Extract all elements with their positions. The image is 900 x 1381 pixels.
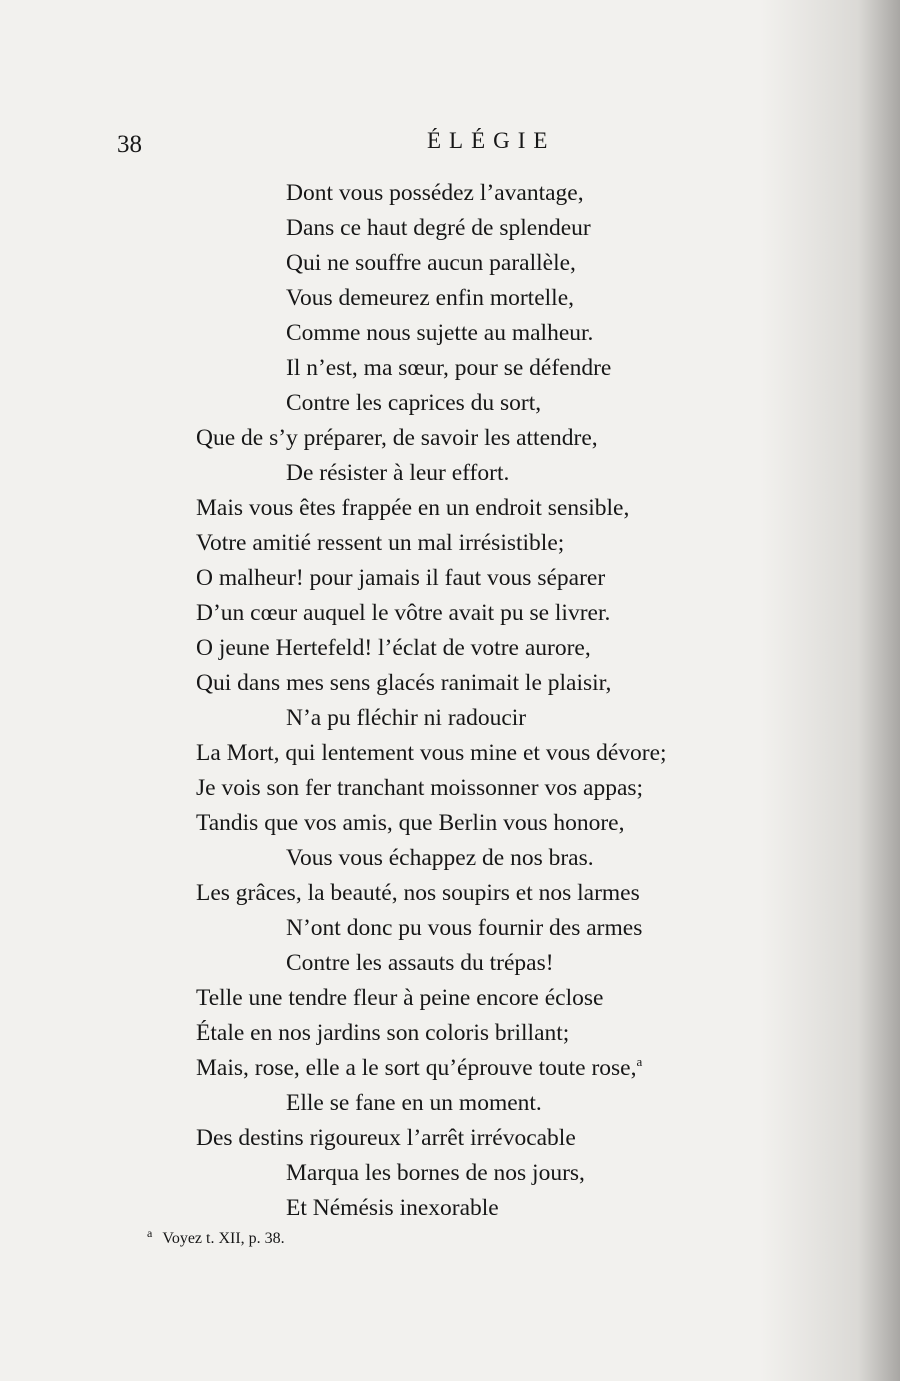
page-edge-shadow (760, 0, 900, 1381)
poem-line-text: Contre les caprices du sort, (286, 390, 542, 416)
poem-line (196, 771, 643, 806)
poem-line (286, 1191, 499, 1226)
poem-line-text: O jeune Hertefeld! l’éclat de votre aurore, (196, 635, 591, 661)
poem-line-text: Vous vous échappez de nos bras. (286, 845, 594, 871)
poem-line-text: N’ont donc pu vous fournir des armes (286, 915, 643, 941)
poem-line-text: Dont vous possédez l’avantage, (286, 180, 584, 206)
poem-line-text: Telle une tendre fleur à peine encore éclose (196, 985, 604, 1011)
poem-line (196, 1121, 576, 1156)
poem-line-text: Qui ne souffre aucun parallèle, (286, 250, 576, 276)
poem-line-text: Contre les assauts du trépas! (286, 950, 554, 976)
poem-line-text: Votre amitié ressent un mal irrésistible; (196, 530, 565, 556)
poem-line (286, 1086, 542, 1121)
poem-line (286, 211, 591, 246)
poem-line-text: Mais, rose, elle a le sort qu’éprouve toute rose, (196, 1055, 637, 1081)
poem-line-text: Les grâces, la beauté, nos soupirs et nos larmes (196, 880, 640, 906)
poem-line (286, 946, 554, 981)
poem-line-text: Et Némésis inexorable (286, 1195, 499, 1221)
poem-line (286, 351, 611, 386)
poem-line-text: Étale en nos jardins son coloris brillant; (196, 1020, 570, 1046)
poem-line-text: O malheur! pour jamais il faut vous séparer (196, 565, 606, 591)
poem-line (286, 281, 574, 316)
poem-line-text: Qui dans mes sens glacés ranimait le plaisir, (196, 670, 612, 696)
poem-line (286, 316, 593, 351)
poem-line-text: De résister à leur effort. (286, 460, 510, 486)
poem-line (286, 176, 584, 211)
poem-line (196, 1016, 569, 1051)
poem-line (286, 456, 509, 491)
poem-line (286, 841, 594, 876)
poem-line-text: Je vois son fer tranchant moissonner vos appas; (196, 775, 644, 801)
poem-line (286, 386, 541, 421)
poem-line (196, 561, 605, 596)
poem-line-text: Que de s’y préparer, de savoir les attendre, (196, 425, 598, 451)
poem-line (196, 876, 640, 911)
poem-line (286, 246, 576, 281)
poem-line-text: Mais vous êtes frappée en un endroit sensible, (196, 495, 630, 521)
poem-line-text: Comme nous sujette au malheur. (286, 320, 594, 346)
poem-line (286, 1156, 585, 1191)
footnote-marker: a (147, 1225, 153, 1240)
poem-line-text: Elle se fane en un moment. (286, 1090, 542, 1116)
poem-line (286, 911, 642, 946)
poem-line-text: D’un cœur auquel le vôtre avait pu se livrer. (196, 600, 611, 626)
footnote (147, 1225, 285, 1248)
poem-line-text: N’a pu fléchir ni radoucir (286, 705, 527, 731)
poem-line (196, 981, 603, 1016)
poem-line (196, 736, 667, 771)
poem-line (196, 491, 629, 526)
poem-line-text: Vous demeurez enfin mortelle, (286, 285, 575, 311)
poem-line-text: La Mort, qui lentement vous mine et vous dévore; (196, 740, 667, 766)
poem-line (196, 631, 591, 666)
running-title: ÉLÉGIE (427, 128, 556, 153)
poem-line (196, 596, 610, 631)
poem-line (196, 421, 598, 456)
footnote-text: Voyez t. XII, p. 38. (162, 1230, 285, 1247)
poem-line-text: Il n’est, ma sœur, pour se défendre (286, 355, 612, 381)
poem-line (196, 666, 611, 701)
poem-line (196, 1051, 642, 1086)
poem-line-text: Marqua les bornes de nos jours, (286, 1160, 585, 1186)
poem-line (286, 701, 526, 736)
page-number: 38 (117, 131, 142, 158)
poem-line-text: Des destins rigoureux l’arrêt irrévocable (196, 1125, 576, 1151)
poem-line-text: Tandis que vos amis, que Berlin vous honore, (196, 810, 625, 836)
poem-line (196, 526, 564, 561)
footnote-reference: a (636, 1054, 643, 1070)
poem-line-text: Dans ce haut degré de splendeur (286, 215, 591, 241)
poem-line (196, 806, 624, 841)
